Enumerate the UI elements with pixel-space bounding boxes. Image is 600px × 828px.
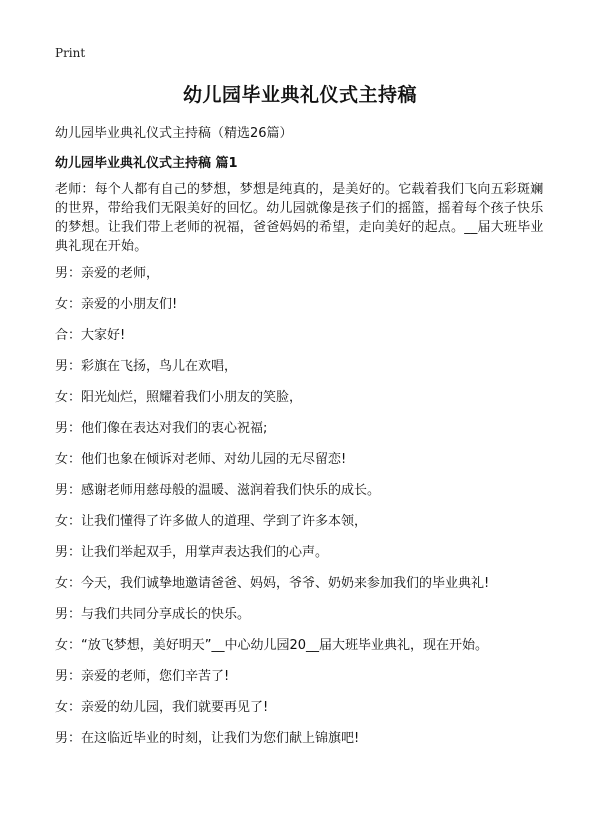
dialogue-line: 女：亲爱的小朋友们! <box>55 297 178 312</box>
dialogue-line: 女：让我们懂得了许多做人的道理、学到了许多本领， <box>55 514 368 529</box>
dialogue-line: 女：阳光灿烂，照耀着我们小朋友的笑脸， <box>55 390 303 405</box>
dialogue-line: 女：他们也象在倾诉对老师、对幼儿园的无尽留恋! <box>55 452 347 467</box>
dialogue-line: 女：“放飞梦想，美好明天”__中心幼儿园20__届大班毕业典礼，现在开始。 <box>55 638 489 653</box>
dialogue-line: 男：与我们共同分享成长的快乐。 <box>55 607 251 622</box>
section-heading: 幼儿园毕业典礼仪式主持稿 篇1 <box>55 156 238 171</box>
intro-paragraph: 老师：每个人都有自己的梦想，梦想是纯真的，是美好的。它载着我们飞向五彩斑斓的世界，带给我们无限美好的回忆。幼儿园就像是孩子们的摇篮，摇着每个孩子快乐的梦想。让我们带上老师的祝福，爸爸妈妈的希望，走向美好的起点。__届大班毕业典礼现在开始。 <box>55 182 544 254</box>
document-title: 幼儿园毕业典礼仪式主持稿 <box>182 84 417 106</box>
dialogue-line: 女：亲爱的幼儿园，我们就要再见了! <box>55 700 269 715</box>
dialogue-line: 男：感谢老师用慈母般的温暖、滋润着我们快乐的成长。 <box>55 483 381 498</box>
dialogue-line: 男：亲爱的老师， <box>55 266 160 281</box>
dialogue-line: 合：大家好! <box>55 328 126 343</box>
dialogue-line: 男：彩旗在飞扬，鸟儿在欢唱， <box>55 359 238 374</box>
dialogue-line: 女：今天，我们诚挚地邀请爸爸、妈妈，爷爷、奶奶来参加我们的毕业典礼! <box>55 576 490 591</box>
dialogue-line: 男：在这临近毕业的时刻，让我们为您们献上锦旗吧! <box>55 731 360 746</box>
dialogue-list <box>55 264 555 760</box>
dialogue-line: 男：亲爱的老师，您们辛苦了! <box>55 669 230 684</box>
print-link[interactable]: Print <box>55 46 86 60</box>
dialogue-line: 男：他们像在表达对我们的衷心祝福; <box>55 421 268 436</box>
document-subtitle: 幼儿园毕业典礼仪式主持稿（精选26篇） <box>55 126 293 141</box>
dialogue-line: 男：让我们举起双手，用掌声表达我们的心声。 <box>55 545 329 560</box>
